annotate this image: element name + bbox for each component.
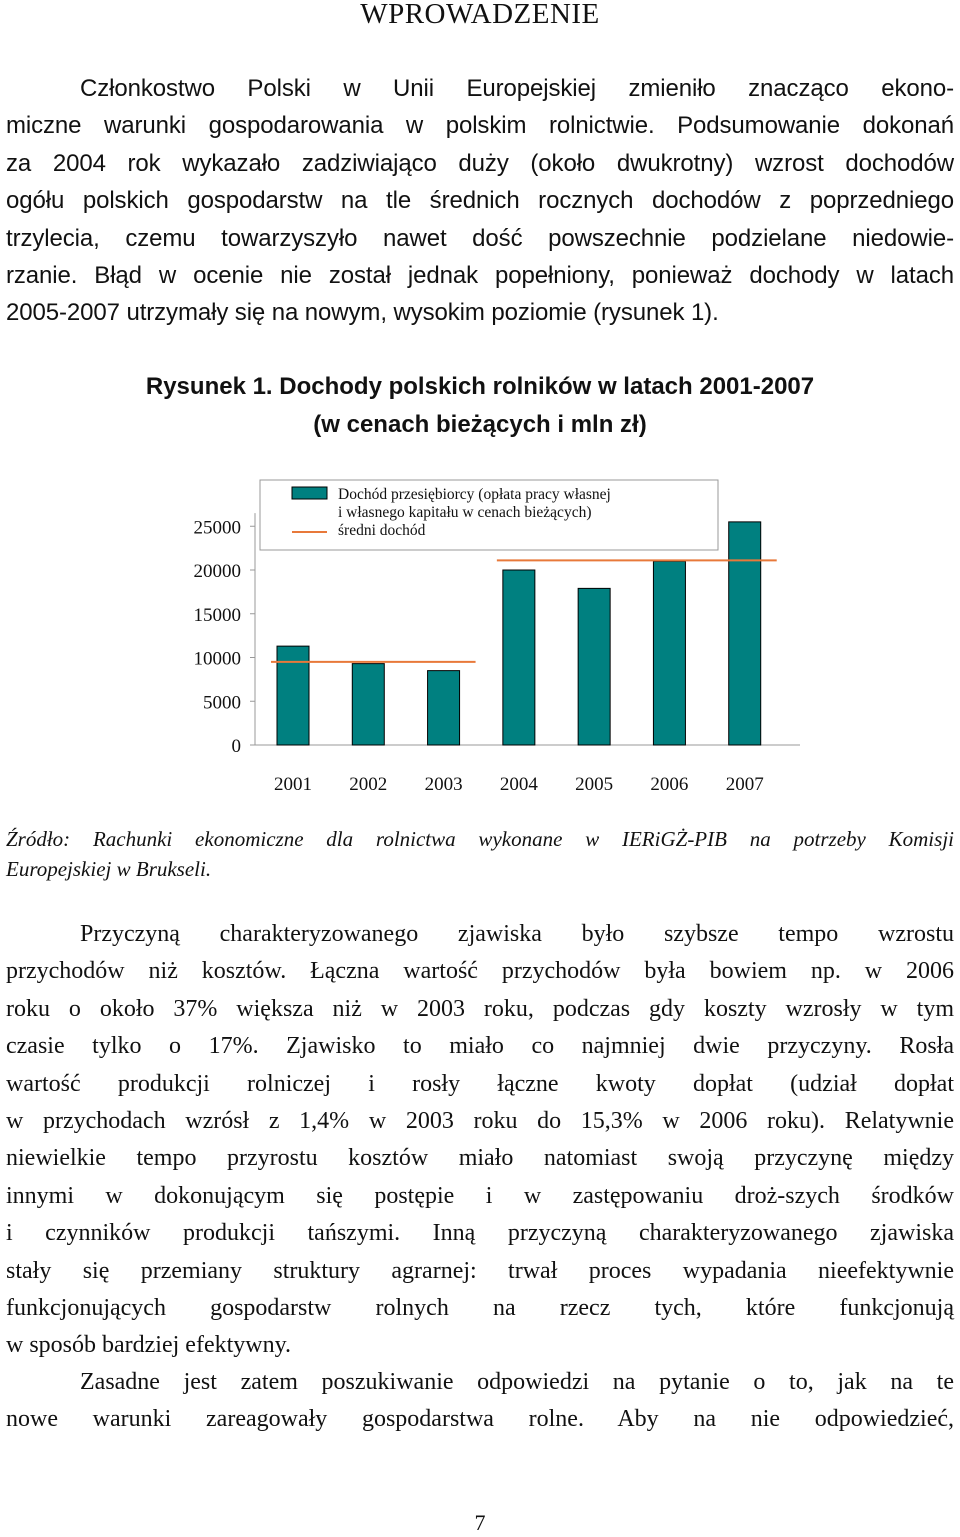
intro-line: miczne warunki gospodarowania w polskim rolnictwie. Podsumowanie dokonań xyxy=(6,112,954,140)
source-line: Źródło: Rachunki ekonomiczne dla rolnictwa wykonane w IERiGŻ-PIB na potrzeby Komisji xyxy=(6,827,954,851)
body-line: w przychodach wzrósł z 1,4% w 2003 roku do 15,3% w 2006 roku). Relatywnie xyxy=(6,1108,954,1135)
intro-line: za 2004 rok wykazało zadziwiająco duży (około dwukrotny) wzrost dochodów xyxy=(6,149,954,177)
closing-line: nowe warunki zareagowały gospodarstwa rolne. Aby na nie odpowiedzieć, xyxy=(6,1406,954,1433)
body-line: wartość produkcji rolniczej i rosły łączne kwoty dopłat (udział dopłat xyxy=(6,1070,954,1097)
body-paragraph xyxy=(6,916,954,1365)
intro-paragraph xyxy=(6,70,954,332)
closing-line: Zasadne jest zatem poszukiwanie odpowiedzi na pytanie o to, jak na te xyxy=(80,1369,954,1395)
y-tick-label: 0 xyxy=(231,736,241,757)
y-tick-label: 10000 xyxy=(193,648,241,670)
body-line: przychodów niż kosztów. Łączna wartość przychodów była bowiem np. w 2006 xyxy=(6,958,954,985)
x-tick-label: 2002 xyxy=(349,774,388,795)
intro-line: Członkostwo Polski w Unii Europejskiej zmieniło znacząco ekono- xyxy=(80,75,954,102)
bar-2005 xyxy=(578,588,610,745)
y-tick-label: 20000 xyxy=(193,561,241,582)
x-tick-label: 2003 xyxy=(424,774,463,795)
legend-swatch-income xyxy=(292,487,327,499)
legend-label-average: średni dochód xyxy=(338,522,426,539)
body-line: w sposób bardziej efektywny. xyxy=(6,1332,292,1359)
body-line: czasie tylko o 17%. Zjawisko to miało co najmniej dwie przyczyny. Rosła xyxy=(6,1033,954,1060)
figure-title-line: (w cenach bieżących i mln zł) xyxy=(313,411,647,438)
bar-2002 xyxy=(352,664,384,745)
body-line: Przyczyną charakteryzowanego zjawiska było szybsze tempo wzrostu xyxy=(80,921,954,947)
legend-label-income: Dochód przesiębiorcy (opłata pracy własnej xyxy=(338,486,611,503)
intro-line: ogółu polskich gospodarstw na tle średnich rocznych dochodów z poprzedniego xyxy=(6,187,954,215)
intro-line: trzylecia, czemu towarzyszyło nawet dość powszechnie podzielane niedowie- xyxy=(6,224,954,252)
figure-title xyxy=(0,368,960,444)
x-tick-label: 2004 xyxy=(499,774,538,795)
bar-2007 xyxy=(729,522,761,745)
intro-line: 2005-2007 utrzymały się na nowym, wysokim poziomie (rysunek 1). xyxy=(6,299,719,327)
y-tick-label: 25000 xyxy=(193,517,241,539)
bar-2003 xyxy=(428,671,460,745)
closing-paragraph xyxy=(6,1364,954,1439)
figure-title-line: Rysunek 1. Dochody polskich rolników w latach 2001-2007 xyxy=(145,373,815,400)
x-tick-label: 2001 xyxy=(274,774,312,795)
body-line: i czynników produkcji tańszymi. Inną przyczyną charakteryzowanego zjawiska xyxy=(6,1220,954,1247)
section-heading: WPROWADZENIE xyxy=(360,0,600,30)
body-line: niewielkie tempo przyrostu kosztów miało natomiast swoją przyczynę między xyxy=(6,1145,954,1172)
y-tick-label: 15000 xyxy=(193,604,241,626)
x-tick-label: 2007 xyxy=(725,774,764,795)
legend-label-income: i własnego kapitału w cenach bieżących) xyxy=(338,504,592,521)
page-number: 7 xyxy=(474,1510,486,1535)
body-line: innymi w dokonującym się postępie i w zastępowaniu droż-szych środków xyxy=(6,1182,954,1209)
y-tick-label: 5000 xyxy=(203,692,241,714)
body-line: roku o około 37% większa niż w 2003 roku, podczas gdy koszty wzrosły w tym xyxy=(6,995,954,1022)
intro-line: rzanie. Błąd w ocenie nie został jednak popełniony, ponieważ dochody w latach xyxy=(6,262,954,290)
x-tick-label: 2006 xyxy=(650,774,689,795)
bar-2006 xyxy=(653,561,685,745)
body-line: funkcjonujących gospodarstw rolnych na rzecz tych, które funkcjonują xyxy=(6,1295,954,1322)
source-note xyxy=(6,824,954,884)
bar-2004 xyxy=(503,570,535,745)
body-line: stały się przemiany struktury agrarnej: trwał proces wypadania nieefektywnie xyxy=(6,1257,954,1284)
x-tick-label: 2005 xyxy=(575,774,614,795)
income-bar-chart xyxy=(0,470,960,810)
source-line: Europejskiej w Brukseli. xyxy=(6,857,212,881)
